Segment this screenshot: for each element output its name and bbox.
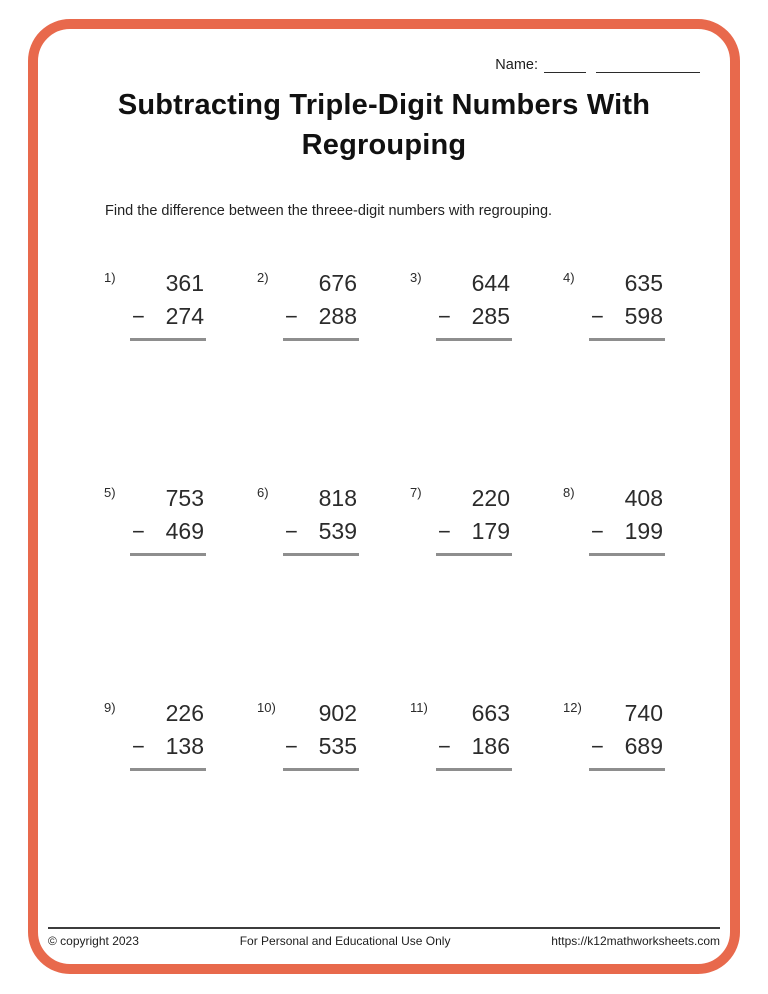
minuend: 220 [471, 485, 510, 511]
minus-sign: − [438, 304, 451, 329]
subtrahend: 186 [471, 733, 510, 759]
problem-number: 7) [410, 485, 422, 500]
minuend: 226 [165, 700, 204, 726]
subtrahend: 138 [165, 733, 204, 759]
problem-7 [410, 483, 563, 698]
answer-line [283, 338, 359, 341]
subtrahend: 689 [624, 733, 663, 759]
minuend: 644 [471, 270, 510, 296]
minus-sign: − [285, 734, 298, 759]
problem-number: 3) [410, 270, 422, 285]
problem-10 [257, 698, 410, 913]
minuend: 361 [165, 270, 204, 296]
problem-9 [104, 698, 257, 913]
subtrahend: 535 [318, 733, 357, 759]
minus-sign: − [591, 304, 604, 329]
minuend: 408 [624, 485, 663, 511]
page-title-line1: Subtracting Triple-Digit Numbers With [117, 89, 651, 121]
answer-line [283, 768, 359, 771]
footer-usage-note: For Personal and Educational Use Only [239, 934, 451, 948]
subtrahend: 285 [471, 303, 510, 329]
problem-3 [410, 268, 563, 483]
minus-sign: − [438, 734, 451, 759]
problem-number: 2) [257, 270, 269, 285]
problem-6 [257, 483, 410, 698]
problem-number: 5) [104, 485, 116, 500]
minuend: 818 [318, 485, 357, 511]
minuend: 635 [624, 270, 663, 296]
minus-sign: − [132, 734, 145, 759]
name-blank-line-long [596, 58, 700, 73]
problem-5 [104, 483, 257, 698]
problem-2 [257, 268, 410, 483]
minus-sign: − [132, 304, 145, 329]
name-label: Name: [495, 57, 538, 73]
answer-line [130, 553, 206, 556]
answer-line [436, 338, 512, 341]
subtrahend: 469 [165, 518, 204, 544]
minus-sign: − [285, 304, 298, 329]
minus-sign: − [591, 734, 604, 759]
answer-line [589, 338, 665, 341]
answer-line [589, 768, 665, 771]
problem-number: 12) [563, 700, 582, 715]
subtrahend: 179 [471, 518, 510, 544]
minuend: 740 [624, 700, 663, 726]
subtrahend: 288 [318, 303, 357, 329]
subtrahend: 598 [624, 303, 663, 329]
problem-1 [104, 268, 257, 483]
name-row [495, 57, 700, 73]
subtrahend: 274 [165, 303, 204, 329]
minuend: 663 [471, 700, 510, 726]
minuend: 753 [165, 485, 204, 511]
problem-number: 6) [257, 485, 269, 500]
minuend: 902 [318, 700, 357, 726]
answer-line [130, 768, 206, 771]
footer-url: https://k12mathworksheets.com [551, 934, 720, 948]
minus-sign: − [285, 519, 298, 544]
problem-12 [563, 698, 716, 913]
problem-number: 4) [563, 270, 575, 285]
worksheet-border-frame [28, 19, 740, 974]
minus-sign: − [591, 519, 604, 544]
minus-sign: − [438, 519, 451, 544]
problem-number: 1) [104, 270, 116, 285]
answer-line [130, 338, 206, 341]
footer-copyright: © copyright 2023 [48, 934, 139, 948]
subtrahend: 539 [318, 518, 357, 544]
minuend: 676 [318, 270, 357, 296]
subtrahend: 199 [624, 518, 663, 544]
page-title [38, 85, 730, 165]
problem-number: 8) [563, 485, 575, 500]
problems-grid [104, 268, 716, 913]
problem-number: 11) [410, 700, 428, 715]
answer-line [283, 553, 359, 556]
problem-number: 9) [104, 700, 116, 715]
answer-line [436, 553, 512, 556]
answer-line [436, 768, 512, 771]
problem-4 [563, 268, 716, 483]
instructions-text: Find the difference between the threee-digit numbers with regrouping. [105, 203, 553, 219]
problem-8 [563, 483, 716, 698]
footer [48, 927, 720, 948]
problem-11 [410, 698, 563, 913]
name-blank-line-short [544, 58, 586, 73]
footer-divider [48, 927, 720, 929]
answer-line [589, 553, 665, 556]
minus-sign: − [132, 519, 145, 544]
problem-number: 10) [257, 700, 276, 715]
page-title-line2: Regrouping [301, 129, 467, 161]
